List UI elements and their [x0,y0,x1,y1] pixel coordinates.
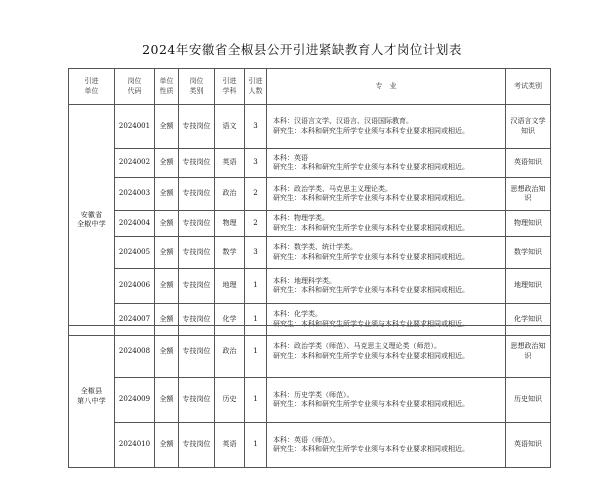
headcount-cell: 3 [245,105,267,149]
position-category-cell: 专技岗位 [179,211,215,237]
subject-cell: 物理 [215,211,245,237]
subject-cell: 地理 [215,269,245,304]
headcount-cell: 2 [245,211,267,237]
exam-category-cell: 汉语言文学 知识 [506,105,551,149]
subject-cell: 英语 [215,423,245,468]
position-code-cell: 2024007 [115,304,155,336]
exam-category-cell: 思想政治知 识 [506,178,551,211]
unit-nature-cell: 全额 [155,423,179,468]
position-category-cell: 专技岗位 [179,378,215,423]
position-category-cell: 专技岗位 [179,178,215,211]
position-category-cell: 专技岗位 [179,237,215,269]
position-code-cell: 2024001 [115,105,155,149]
subject-cell: 语文 [215,105,245,149]
position-code-cell: 2024006 [115,269,155,304]
header-code: 岗位 代码 [115,69,155,105]
unit-nature-cell: 全额 [155,269,179,304]
exam-category-cell: 英语知识 [506,149,551,178]
headcount-cell: 3 [245,149,267,178]
unit-name-cell: 全椒县 第八中学 [69,326,115,468]
major-requirement-cell: 本科：历史学类（师范）。 研究生：本科和研究生所学专业须与本科专业要求相同或相近。 [267,378,506,423]
header-row [69,69,551,105]
subject-cell: 历史 [215,378,245,423]
major-requirement-cell: 本科：物理学类。 研究生：本科和研究生所学专业须与本科专业要求相同或相近。 [267,211,506,237]
table-row [69,423,551,468]
exam-category-cell: 物理知识 [506,211,551,237]
major-requirement-cell: 本科：政治学类（师范）、马克思主义理论类（师范）。 研究生：本科和研究生所学专业须与本科专业要求相同或相近。 [267,326,506,378]
position-plan-table-2 [68,325,551,468]
major-requirement-cell: 本科：化学类。 研究生：本科和研究生所学专业须与本科专业要求相同或相近。 [267,304,506,336]
table-row [69,269,551,304]
position-category-cell: 专技岗位 [179,105,215,149]
headcount-cell: 1 [245,304,267,336]
table-row [69,237,551,269]
exam-category-cell: 思想政治知 识 [506,326,551,378]
unit-nature-cell: 全额 [155,105,179,149]
exam-category-cell: 化学知识 [506,304,551,336]
headcount-cell: 1 [245,326,267,378]
position-category-cell: 专技岗位 [179,304,215,336]
table-row [69,149,551,178]
unit-nature-cell: 全额 [155,304,179,336]
subject-cell: 化学 [215,304,245,336]
position-code-cell: 2024003 [115,178,155,211]
exam-category-cell: 数学知识 [506,237,551,269]
subject-cell: 政治 [215,178,245,211]
major-requirement-cell: 本科：数学类、统计学类。 研究生：本科和研究生所学专业须与本科专业要求相同或相近。 [267,237,506,269]
subject-cell: 数学 [215,237,245,269]
header-category: 岗位 类别 [179,69,215,105]
major-requirement-cell: 本科：地理科学类。 研究生：本科和研究生所学专业须与本科专业要求相同或相近。 [267,269,506,304]
exam-category-cell: 历史知识 [506,378,551,423]
position-category-cell: 专技岗位 [179,269,215,304]
header-exam: 考试类别 [506,69,551,105]
header-nature: 单位 性质 [155,69,179,105]
group1-rows [69,105,551,336]
position-code-cell: 2024009 [115,378,155,423]
headcount-cell: 3 [245,237,267,269]
headcount-cell: 1 [245,423,267,468]
major-requirement-cell: 本科：汉语言文学、汉语言、汉语国际教育。 研究生：本科和研究生所学专业须与本科专业要求相同或相近。 [267,105,506,149]
unit-nature-cell: 全额 [155,378,179,423]
position-code-cell: 2024010 [115,423,155,468]
header-subject: 引进 学科 [215,69,245,105]
unit-nature-cell: 全额 [155,178,179,211]
subject-cell: 英语 [215,149,245,178]
unit-nature-cell: 全额 [155,237,179,269]
unit-nature-cell: 全额 [155,149,179,178]
table-row [69,178,551,211]
major-requirement-cell: 本科：政治学类、马克思主义理论类。 研究生：本科和研究生所学专业须与本科专业要求相同或相近。 [267,178,506,211]
major-requirement-cell: 本科：英语 研究生：本科和研究生所学专业须与本科专业要求相同或相近。 [267,149,506,178]
header-major: 专 业 [267,69,506,105]
unit-nature-cell: 全额 [155,326,179,378]
position-code-cell: 2024005 [115,237,155,269]
exam-category-cell: 英语知识 [506,423,551,468]
position-category-cell: 专技岗位 [179,149,215,178]
unit-nature-cell: 全额 [155,211,179,237]
position-code-cell: 2024008 [115,326,155,378]
document-title: 2024年安徽省全椒县公开引进紧缺教育人才岗位计划表 [142,42,462,57]
unit-name-cell: 安徽省 全椒中学 [69,105,115,336]
position-plan-table-1 [68,68,551,336]
headcount-cell: 1 [245,269,267,304]
table-row [69,378,551,423]
position-category-cell: 专技岗位 [179,326,215,378]
position-code-cell: 2024004 [115,211,155,237]
major-requirement-cell: 本科：英语（师范）。 研究生：本科和研究生所学专业须与本科专业要求相同或相近。 [267,423,506,468]
position-category-cell: 专技岗位 [179,423,215,468]
table-row [69,211,551,237]
header-count: 引进 人数 [245,69,267,105]
subject-cell: 政治 [215,326,245,378]
table-row [69,105,551,149]
table-row [69,326,551,378]
headcount-cell: 1 [245,378,267,423]
position-code-cell: 2024002 [115,149,155,178]
exam-category-cell: 地理知识 [506,269,551,304]
headcount-cell: 2 [245,178,267,211]
header-unit: 引进 单位 [69,69,115,105]
group2-rows [69,326,551,468]
